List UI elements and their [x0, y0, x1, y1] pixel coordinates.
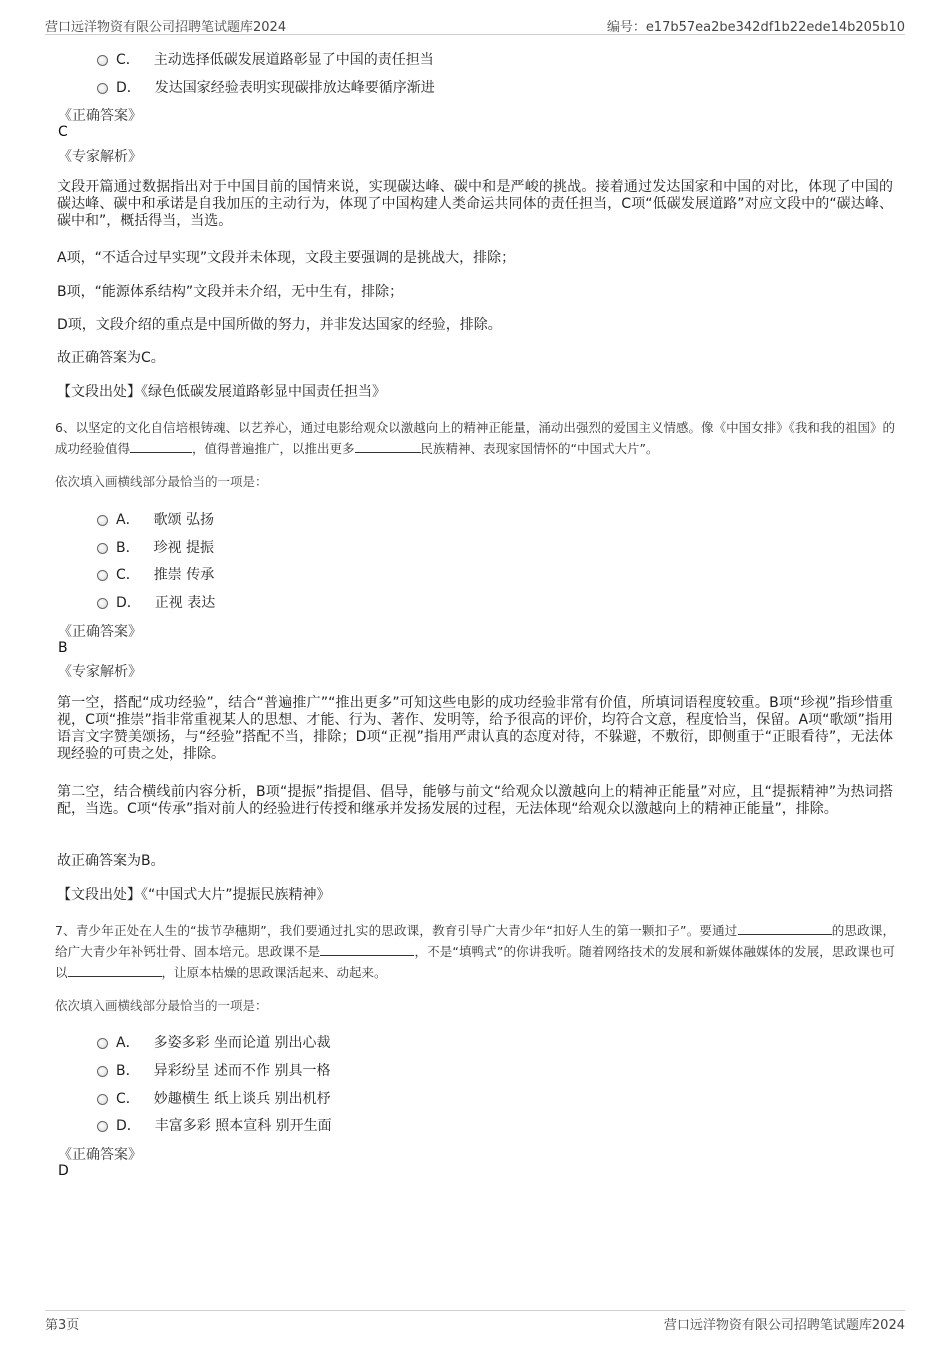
q5-analysis-p1: 文段开篇通过数据指出对于中国目前的国情来说，实现碳达峰、碳中和是严峻的挑战。接着通过发达国家和中国的对比，体现了中国的碳达峰、碳中和承诺是自我加压的主动行为，体现了中国构建人类命运共同体的责任担当，C项“低碳发展道路”对应文段中的“碳达峰、碳中和”，概括得当，当选。 — [57, 179, 893, 229]
radio-icon[interactable] — [97, 1121, 108, 1132]
q7-option-b[interactable]: B． 异彩纷呈 述而不作 别具一格 — [97, 1060, 331, 1082]
header-code: 编号：e17b57ea2be342df1b22ede14b205b10 — [606, 20, 905, 35]
q7-answer-label: 《正确答案》 — [58, 1147, 142, 1163]
q6-analysis-label: 《专家解析》 — [58, 664, 142, 680]
q6-option-b[interactable]: B． 珍视 提振 — [97, 537, 214, 559]
radio-icon[interactable] — [97, 598, 108, 609]
page-number: 第3页 — [45, 1318, 80, 1333]
q5-analysis-p5: 故正确答案为C。 — [57, 350, 165, 366]
q7-option-c[interactable]: C． 妙趣横生 纸上谈兵 别出机杼 — [97, 1088, 331, 1110]
radio-icon[interactable] — [97, 55, 108, 66]
q6-answer: B — [58, 640, 68, 656]
q6-source: 【文段出处】《“中国式大片”提振民族精神》 — [57, 887, 331, 903]
q5-option-c[interactable]: C． 主动选择低碳发展道路彰显了中国的责任担当 — [97, 49, 434, 71]
radio-icon[interactable] — [97, 515, 108, 526]
q5-answer-label: 《正确答案》 — [58, 108, 142, 124]
q6-analysis-p1: 第一空，搭配“成功经验”，结合“普遍推广”“推出更多”可知这些电影的成功经验非常有价值，所填词语程度较重。B项“珍视”指珍惜重视，C项“推崇”指非常重视某人的思想、才能、行为、著作、发明等，给予很高的评价，均符合文意，程度恰当，保留。A项“歌颂”指用语言文字赞美颂扬，与“经验”搭配不当，排除；D项“正视”指用严肃认真的态度对待，不躲避，不敷衍，即侧重于“正眼看待”，无法体现经验的可贵之处，排除。 — [57, 695, 893, 762]
page-footer — [45, 1310, 905, 1337]
q7-stem: 7、青少年正处在人生的“拔节孕穗期”，我们要通过扎实的思政课，教育引导广大青少年“扣好人生的第一颗扣子”。要通过 的思政课，给广大青少年补钙壮骨、固本培元。思政课不是 ，不是“填鸭式”的你讲我听。随着网络技术的发展和新媒体融媒体的发展，思政课也可以 ，让原本枯燥的思政课活起来、动起来。 — [55, 923, 895, 980]
q7-blank-2 — [320, 943, 414, 956]
q6-option-c[interactable]: C． 推崇 传承 — [97, 564, 214, 586]
q7-option-a[interactable]: A． 多姿多彩 坐而论道 别出心裁 — [97, 1032, 330, 1054]
radio-icon[interactable] — [97, 1038, 108, 1049]
q5-analysis-p3: B项，“能源体系结构”文段并未介绍，无中生有，排除； — [57, 284, 404, 300]
q7-option-d[interactable]: D． 丰富多彩 照本宣科 别开生面 — [97, 1115, 332, 1137]
q6-stem: 6、以坚定的文化自信培根铸魂、以艺养心，通过电影给观众以激越向上的精神正能量，涌动出强烈的爱国主义情感。像《中国女排》《我和我的祖国》的成功经验值得 ，值得普遍推广，以推出更多 民族精神、表现家国情怀的“中国式大片”。 — [55, 420, 895, 456]
q7-prompt: 依次填入画横线部分最恰当的一项是： — [55, 998, 268, 1013]
radio-icon[interactable] — [97, 83, 108, 94]
q6-option-a[interactable]: A． 歌颂 弘扬 — [97, 509, 214, 531]
q6-prompt: 依次填入画横线部分最恰当的一项是： — [55, 474, 268, 489]
header-title: 营口远洋物资有限公司招聘笔试题库2024 — [45, 20, 287, 35]
radio-icon[interactable] — [97, 570, 108, 581]
q7-blank-3 — [68, 964, 162, 977]
radio-icon[interactable] — [97, 1094, 108, 1105]
page-header — [45, 14, 905, 35]
q6-blank-1 — [130, 440, 192, 453]
q5-analysis-p4: D项，文段介绍的重点是中国所做的努力，并非发达国家的经验，排除。 — [57, 317, 502, 333]
q5-analysis-p2: A项，“不适合过早实现”文段并未体现，文段主要强调的是挑战大，排除； — [57, 250, 516, 266]
q6-blank-2 — [355, 440, 421, 453]
footer-title: 营口远洋物资有限公司招聘笔试题库2024 — [663, 1318, 905, 1333]
radio-icon[interactable] — [97, 1066, 108, 1077]
q7-blank-1 — [738, 922, 832, 935]
q6-answer-label: 《正确答案》 — [58, 624, 142, 640]
q6-analysis-p3: 故正确答案为B。 — [57, 853, 165, 869]
q5-source: 【文段出处】《绿色低碳发展道路彰显中国责任担当》 — [57, 384, 386, 400]
radio-icon[interactable] — [97, 543, 108, 554]
q6-analysis-p2: 第二空，结合横线前内容分析，B项“提振”指提倡、倡导，能够与前文“给观众以激越向上的精神正能量”对应，且“提振精神”为热词搭配，当选。C项“传承”指对前人的经验进行传授和继承并发扬发展的过程，无法体现“给观众以激越向上的精神正能量”，排除。 — [57, 784, 893, 817]
q7-answer: D — [58, 1163, 69, 1179]
q6-option-d[interactable]: D． 正视 表达 — [97, 592, 215, 614]
q5-analysis-label: 《专家解析》 — [58, 149, 142, 165]
q5-option-d[interactable]: D． 发达国家经验表明实现碳排放达峰要循序渐进 — [97, 77, 435, 99]
q5-answer: C — [58, 124, 68, 140]
